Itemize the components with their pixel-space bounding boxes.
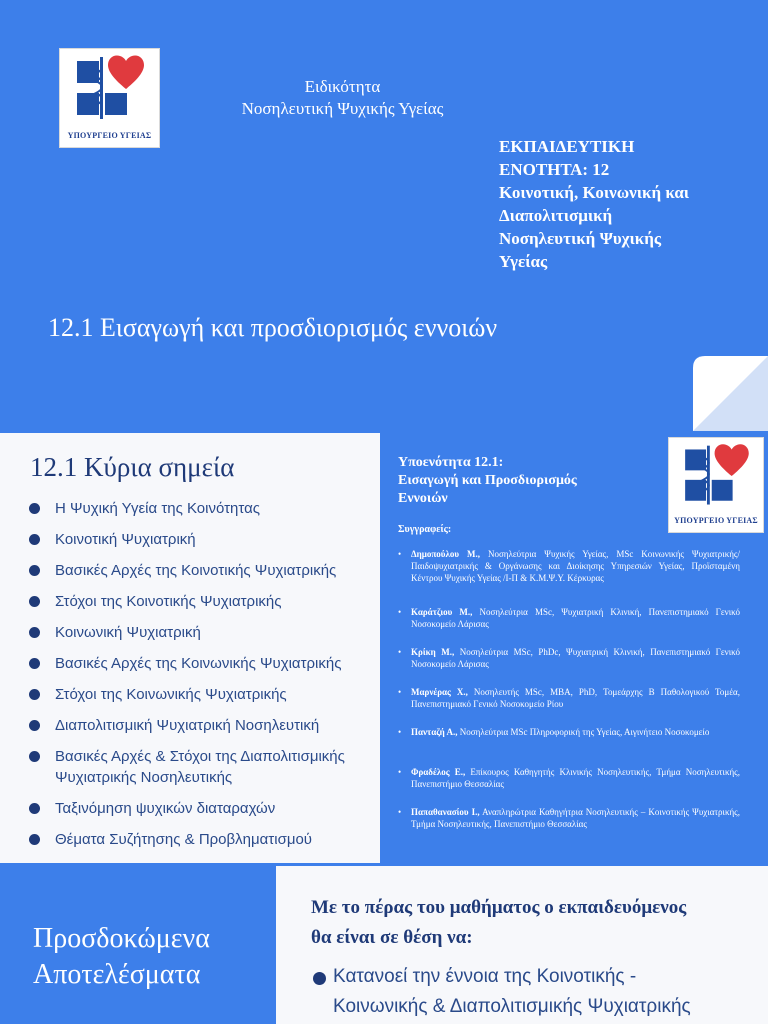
outcomes-heading [311, 893, 761, 953]
outcome-item-line: Κοινωνικής & Διαπολιτισμικής Ψυχιατρικής [333, 996, 691, 1017]
bullet-icon: • [398, 607, 402, 617]
bullet-icon: • [398, 549, 402, 559]
author-desc: Νοσηλεύτρια MSc, Ψυχιατρική Κλινική, Πανεπιστημιακό Γενικό Νοσοκομείο Λάρισας [411, 607, 740, 629]
author-name: Δημοπούλου Μ., [411, 549, 480, 559]
list-item: Στόχοι της Κοινοτικής Ψυχιατρικής [29, 591, 374, 612]
page-fold-decoration [693, 356, 768, 431]
author-name: Πανταζή Α., [411, 727, 458, 737]
author-desc: Νοσηλευτής MSc, MBA, PhD, Τομεάρχης Β Παθολογικού Τομέα, Πανεπιστημιακό Γενικό Νοσοκομείο Ρίου [411, 687, 740, 709]
author-desc: Επίκουρος Καθηγητής Κλινικής Νοσηλευτικής, Τμήμα Νοσηλευτικής, Πανεπιστήμιο Θεσσαλίας [411, 767, 740, 789]
ministry-logo [59, 48, 160, 148]
subunit-title-line: Εννοιών [398, 491, 448, 506]
outcome-item [311, 962, 768, 1022]
bullet-icon: • [398, 767, 402, 777]
unit-line: Υγείας [499, 252, 548, 271]
unit-line: ΕΝΟΤΗΤΑ: 12 [499, 160, 610, 179]
author-desc: Νοσηλεύτρια Ψυχικής Υγείας, MSc Κοινωνικής Ψυχιατρικής/Παιδοψυχιατρικής & Οργάνωσης και Διοίκησης Υπηρεσιών Υγείας, Προϊσταμένη Κέντρου Ψυχικής Υγείας /Ι-Π & Κ.Μ.Ψ.Υ. Κέρκυρας [411, 549, 740, 583]
bullet-icon: • [398, 687, 402, 697]
logo-caption: ΥΠΟΥΡΓΕΙΟ ΥΓΕΙΑΣ [674, 516, 758, 525]
page-title: 12.1 Εισαγωγή και προσδιορισμός εννοιών [48, 313, 498, 342]
outcomes-title-line: Αποτελέσματα [33, 959, 201, 990]
list-item: Ταξινόμηση ψυχικών διαταραχών [29, 798, 374, 819]
educational-unit [499, 135, 759, 273]
outcomes-heading-line: θα είναι σε θέση να: [311, 927, 473, 948]
author-entry [398, 686, 740, 726]
list-item: Κοινοτική Ψυχιατρική [29, 529, 374, 550]
author-entry [398, 806, 740, 846]
list-item: Η Ψυχική Υγεία της Κοινότητας [29, 498, 374, 519]
author-desc: Νοσηλεύτρια MSc, PhDc, Ψυχιατρική Κλινική, Πανεπιστημιακό Γενικό Νοσοκομείο Λάρισας [411, 647, 740, 669]
outcomes-heading-line: Με το πέρας του μαθήματος ο εκπαιδευόμενος [311, 897, 687, 918]
authors-label: Συγγραφείς: [398, 524, 452, 535]
outcomes-panel [276, 866, 768, 1024]
ministry-logo-small [668, 437, 764, 533]
cross-heart-emblem-icon [669, 438, 763, 516]
outcomes-title [33, 921, 210, 993]
key-points-list [29, 498, 374, 850]
unit-line: Διαπολιτισμική [499, 206, 613, 225]
unit-line: Κοινοτική, Κοινωνική και [499, 183, 690, 202]
list-item: Στόχοι της Κοινωνικής Ψυχιατρικής [29, 684, 374, 705]
bullet-icon: • [398, 727, 402, 737]
specialty-heading [200, 76, 485, 120]
unit-line: Νοσηλευτική Ψυχικής [499, 229, 662, 248]
unit-line: ΕΚΠΑΙΔΕΥΤΙΚΗ [499, 137, 635, 156]
list-item: Βασικές Αρχές της Κοινοτικής Ψυχιατρικής [29, 560, 374, 581]
author-name: Παπαθανασίου Ι., [411, 807, 480, 817]
list-item: Κοινωνική Ψυχιατρική [29, 622, 374, 643]
list-item: Βασικές Αρχές & Στόχοι της Διαπολιτισμικής Ψυχιατρικής Νοσηλευτικής [29, 746, 370, 788]
cross-heart-emblem-icon [60, 49, 159, 131]
key-points-panel [0, 433, 380, 863]
outcomes-title-line: Προσδοκώμενα [33, 923, 210, 954]
logo-caption: ΥΠΟΥΡΓΕΙΟ ΥΓΕΙΑΣ [67, 131, 152, 140]
author-name: Μαρνέρας Χ., [411, 687, 468, 697]
list-item: Διαπολιτισμική Ψυχιατρική Νοσηλευτική [29, 715, 374, 736]
subunit-title-line: Εισαγωγή και Προσδιορισμός [398, 473, 577, 488]
subunit-title [398, 454, 658, 508]
author-name: Φραδέλος Ε., [411, 767, 466, 777]
list-item: Βασικές Αρχές της Κοινωνικής Ψυχιατρικής [29, 653, 374, 674]
author-entry [398, 606, 740, 646]
author-name: Κρίκη Μ., [411, 647, 455, 657]
author-entry [398, 726, 740, 766]
specialty-name: Νοσηλευτική Ψυχικής Υγείας [241, 99, 444, 118]
authors-list [398, 548, 740, 846]
author-entry [398, 766, 740, 806]
author-desc: Νοσηλεύτρια MSc Πληροφορική της Υγείας, Αιγινήτειο Νοσοκομείο [457, 727, 710, 737]
specialty-label: Ειδικότητα [304, 77, 381, 96]
key-points-title: 12.1 Κύρια σημεία [30, 452, 235, 482]
list-item: Θέματα Συζήτησης & Προβληματισμού [29, 829, 374, 850]
author-name: Καράτζιου Μ., [411, 607, 473, 617]
outcome-item-line: Κατανοεί την έννοια της Κοινοτικής - [333, 966, 637, 987]
author-entry [398, 548, 740, 606]
bullet-icon: • [398, 647, 402, 657]
bullet-icon: • [398, 807, 402, 817]
author-entry [398, 646, 740, 686]
subunit-title-line: Υποενότητα 12.1: [398, 455, 504, 470]
author-desc: Αναπληρώτρια Καθηγήτρια Νοσηλευτικής – Κοινοτικής Ψυχιατρικής, Τμήμα Νοσηλευτικής, Πανεπιστήμιο Θεσσαλίας [411, 807, 740, 829]
